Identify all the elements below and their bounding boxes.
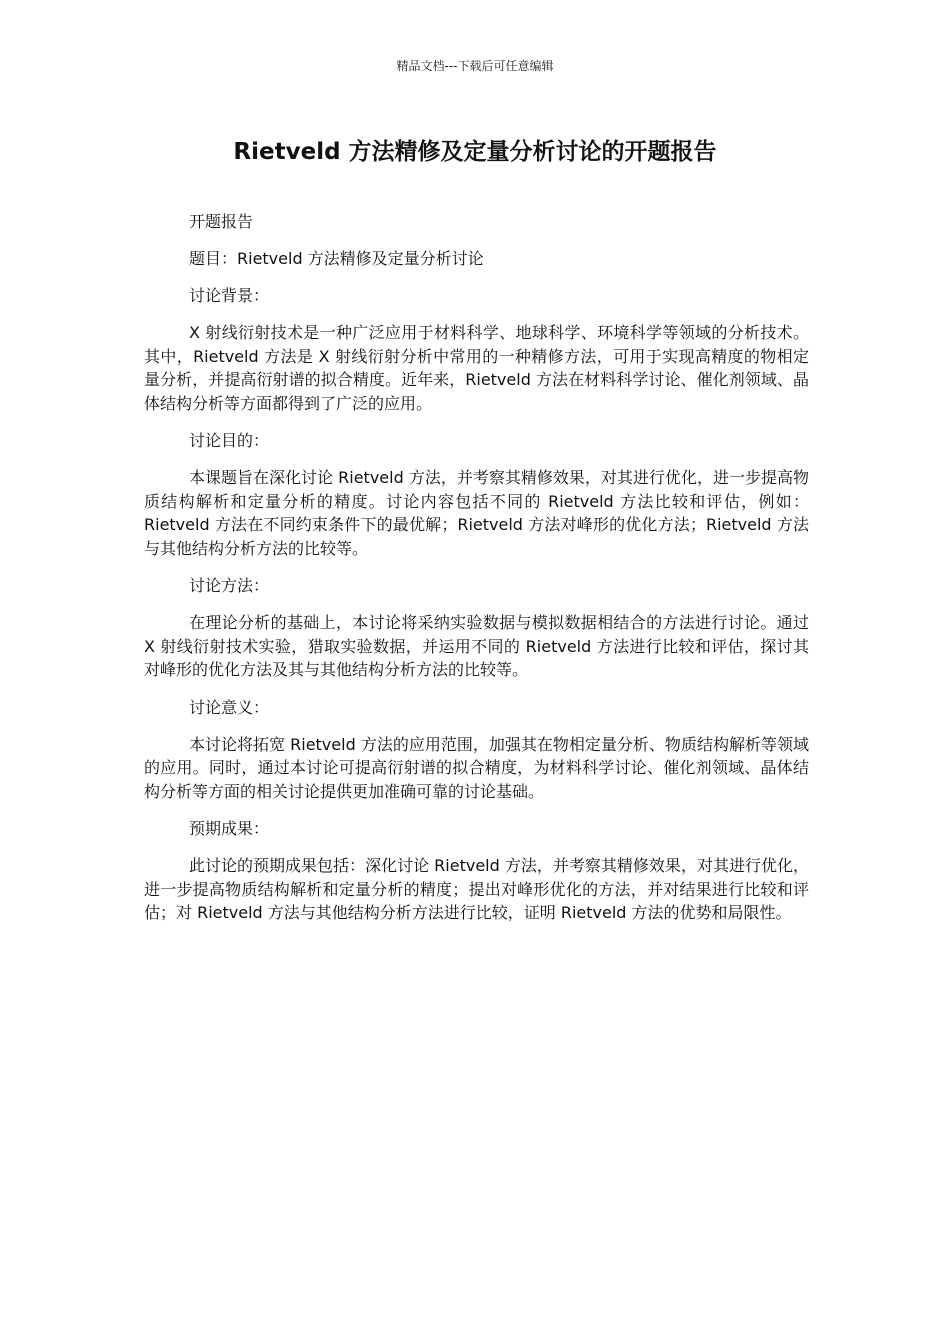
- section-body-purpose: 本课题旨在深化讨论 Rietveld 方法，并考察其精修效果，对其进行优化，进一步提高物质结构解析和定量分析的精度。讨论内容包括不同的 Rietveld 方法比较和评估，例如：Rietveld 方法在不同约束条件下的最优解；Rietveld 方法对峰形的优化方法；Rietveld 方法与其他结构分析方法的比较等。: [144, 468, 809, 558]
- document-body: [144, 210, 809, 939]
- section-body-method: 在理论分析的基础上，本讨论将采纳实验数据与模拟数据相结合的方法进行讨论。通过 X 射线衍射技术实验，猎取实验数据，并运用不同的 Rietveld 方法进行比较和评估，探讨其对峰形的优化方法及其与其他结构分析方法的比较等。: [144, 613, 809, 679]
- section-heading-background: 讨论背景：: [189, 286, 270, 305]
- document-title: Rietveld 方法精修及定量分析讨论的开题报告: [233, 139, 717, 165]
- section-heading-outcomes: 预期成果：: [189, 819, 270, 838]
- section-heading-method: 讨论方法：: [189, 576, 270, 595]
- section-heading-significance: 讨论意义：: [189, 697, 270, 717]
- section-heading-purpose: 讨论目的：: [189, 431, 270, 450]
- topic-line: 题目：Rietveld 方法精修及定量分析讨论: [189, 249, 484, 268]
- section-body-outcomes: 此讨论的预期成果包括：深化讨论 Rietveld 方法，并考察其精修效果，对其进行优化，进一步提高物质结构解析和定量分析的精度；提出对峰形优化的方法，并对结果进行比较和评估；对 Rietveld 方法与其他结构分析方法进行比较，证明 Rietveld 方法的优势和局限性。: [144, 856, 809, 922]
- section-body-background: X 射线衍射技术是一种广泛应用于材料科学、地球科学、环境科学等领域的分析技术。其中，Rietveld 方法是 X 射线衍射分析中常用的一种精修方法，可用于实现高精度的物相定量分析，并提高衍射谱的拟合精度。近年来，Rietveld 方法在材料科学讨论、催化剂领域、晶体结构分析等方面都得到了广泛的应用。: [144, 323, 809, 413]
- section-body-significance: 本讨论将拓宽 Rietveld 方法的应用范围，加强其在物相定量分析、物质结构解析等领域的应用。同时，通过本讨论可提高衍射谱的拟合精度，为材料科学讨论、催化剂领域、晶体结构分析等方面的相关讨论提供更加准确可靠的讨论基础。: [144, 734, 809, 801]
- page-header: 精品文档---下载后可任意编辑: [396, 59, 554, 73]
- report-label: 开题报告: [189, 212, 254, 231]
